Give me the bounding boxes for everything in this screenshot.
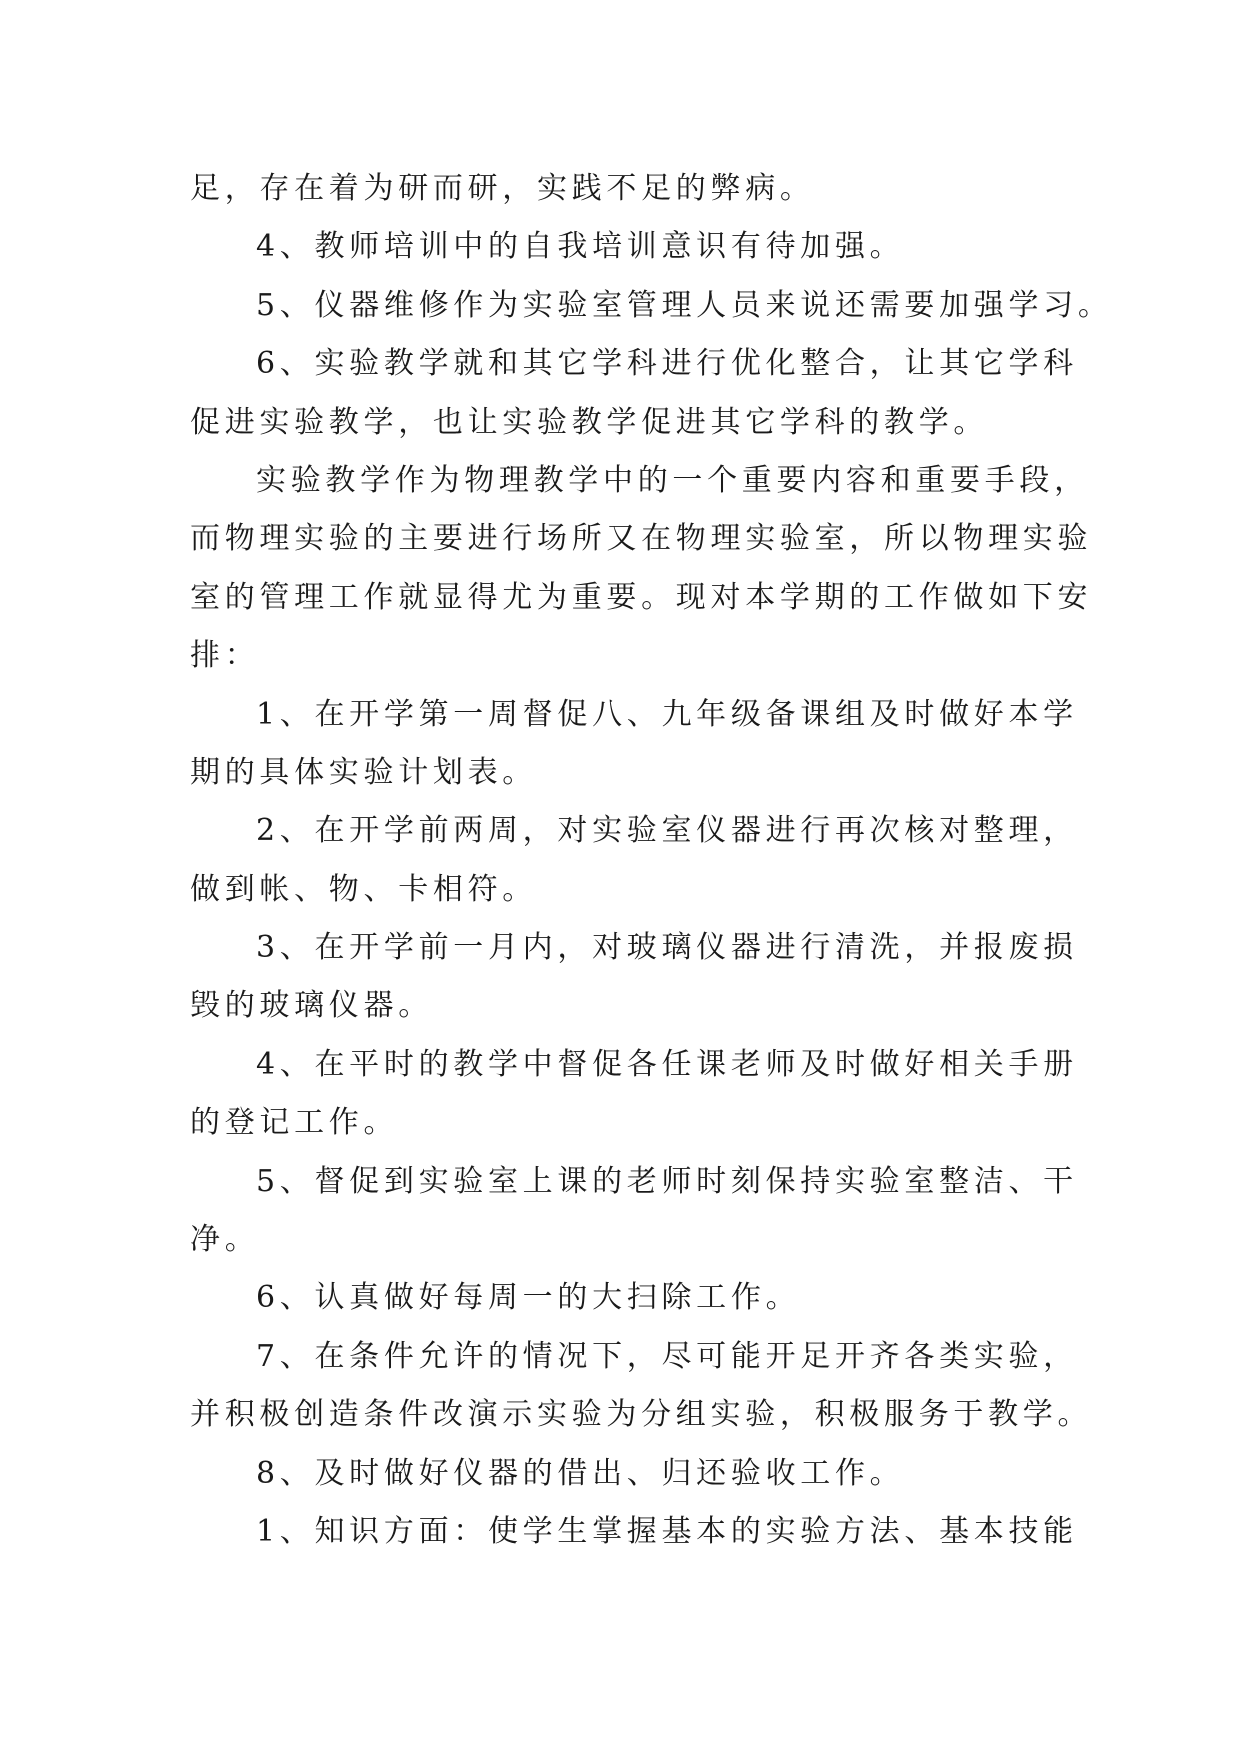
text-line: 3、在开学前一月内，对玻璃仪器进行清洗，并报废损 bbox=[256, 930, 1078, 966]
text-line: 室的管理工作就显得尤为重要。现对本学期的工作做如下安 bbox=[190, 579, 1093, 615]
text-line: 期的具体实验计划表。 bbox=[190, 754, 537, 790]
text-line: 1、知识方面：使学生掌握基本的实验方法、基本技能 bbox=[256, 1513, 1078, 1549]
text-line: 4、在平时的教学中督促各任课老师及时做好相关手册 bbox=[256, 1046, 1078, 1082]
text-line: 6、认真做好每周一的大扫除工作。 bbox=[256, 1280, 801, 1316]
text-line: 1、在开学第一周督促八、九年级备课组及时做好本学 bbox=[256, 696, 1078, 732]
text-line: 6、实验教学就和其它学科进行优化整合，让其它学科 bbox=[256, 346, 1078, 382]
text-line: 7、在条件允许的情况下，尽可能开足开齐各类实验， bbox=[256, 1338, 1078, 1374]
text-line: 2、在开学前两周，对实验室仪器进行再次核对整理， bbox=[256, 813, 1078, 849]
text-line: 5、仪器维修作为实验室管理人员来说还需要加强学习。 bbox=[256, 287, 1113, 323]
text-line: 而物理实验的主要进行场所又在物理实验室，所以物理实验 bbox=[190, 521, 1093, 557]
text-line: 促进实验教学，也让实验教学促进其它学科的教学。 bbox=[190, 404, 989, 440]
text-line: 毁的玻璃仪器。 bbox=[190, 988, 433, 1024]
text-line: 5、督促到实验室上课的老师时刻保持实验室整洁、干 bbox=[256, 1163, 1078, 1199]
text-line: 8、及时做好仪器的借出、归还验收工作。 bbox=[256, 1455, 905, 1491]
text-line: 排： bbox=[190, 638, 260, 674]
text-line: 的登记工作。 bbox=[190, 1105, 399, 1141]
text-line: 并积极创造条件改演示实验为分组实验，积极服务于教学。 bbox=[190, 1397, 1093, 1433]
text-line: 净。 bbox=[190, 1222, 260, 1258]
text-line: 足，存在着为研而研，实践不足的弊病。 bbox=[190, 171, 815, 206]
document-body bbox=[190, 160, 1113, 1561]
text-line: 实验教学作为物理教学中的一个重要内容和重要手段， bbox=[256, 462, 1089, 498]
text-line: 4、教师培训中的自我培训意识有待加强。 bbox=[256, 229, 905, 265]
text-line: 做到帐、物、卡相符。 bbox=[190, 871, 537, 907]
